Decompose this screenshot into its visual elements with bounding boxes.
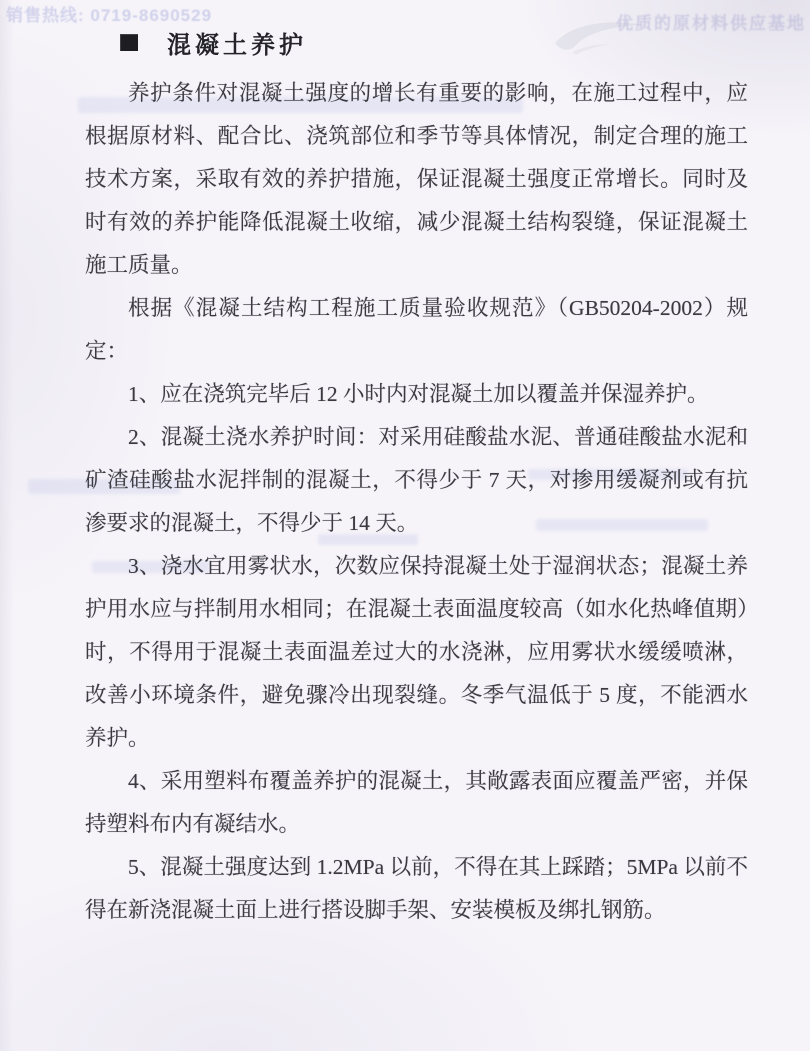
paragraph-item-1: 1、应在浇筑完毕后 12 小时内对混凝土加以覆盖并保湿养护。 (128, 382, 709, 406)
section-title: 混凝土养护 (167, 32, 307, 59)
paragraph-intro: 养护条件对混凝土强度的增长有重要的影响，在施工过程中，应根据原材料、配合比、浇筑部位和季节等具体情况，制定合理的施工技术方案，采取有效的养护措施，保证混凝土强度正常增长。同时及时有效的养护能降低混凝土收缩，减少混凝土结构裂缝，保证混凝土施工质量。 (85, 81, 748, 277)
paragraph-standard: 根据《混凝土结构工程施工质量验收规范》（GB50204-2002）规定： (85, 296, 748, 363)
paragraph-item-2: 2、混凝土浇水养护时间：对采用硅酸盐水泥、普通硅酸盐水泥和矿渣硅酸盐水泥拌制的混凝土，不得少于 7 天，对掺用缓凝剂或有抗渗要求的混凝土，不得少于 14 天。 (85, 425, 748, 535)
swoosh-logo-icon (552, 16, 648, 58)
watermark-slogan: 优质的原材料供应基地 (616, 14, 806, 33)
square-bullet-icon (120, 34, 138, 51)
section-heading (120, 26, 307, 58)
document-body (85, 72, 748, 932)
paragraph-item-4: 4、采用塑料布覆盖养护的混凝土，其敞露表面应覆盖严密，并保持塑料布内有凝结水。 (85, 769, 748, 836)
paragraph-item-5: 5、混凝土强度达到 1.2MPa 以前，不得在其上踩踏；5MPa 以前不得在新浇混凝土面上进行搭设脚手架、安装模板及绑扎钢筋。 (85, 855, 748, 922)
watermark-phone-number: 销售热线: 0719-8690529 (6, 6, 213, 25)
paragraph-item-3: 3、浇水宜用雾状水，次数应保持混凝土处于湿润状态；混凝土养护用水应与拌制用水相同；在混凝土表面温度较高（如水化热峰值期）时，不得用于混凝土表面温差过大的水浇淋，应用雾状水缓缓喷淋，改善小环境条件，避免骤冷出现裂缝。冬季气温低于 5 度，不能洒水养护。 (85, 554, 748, 750)
